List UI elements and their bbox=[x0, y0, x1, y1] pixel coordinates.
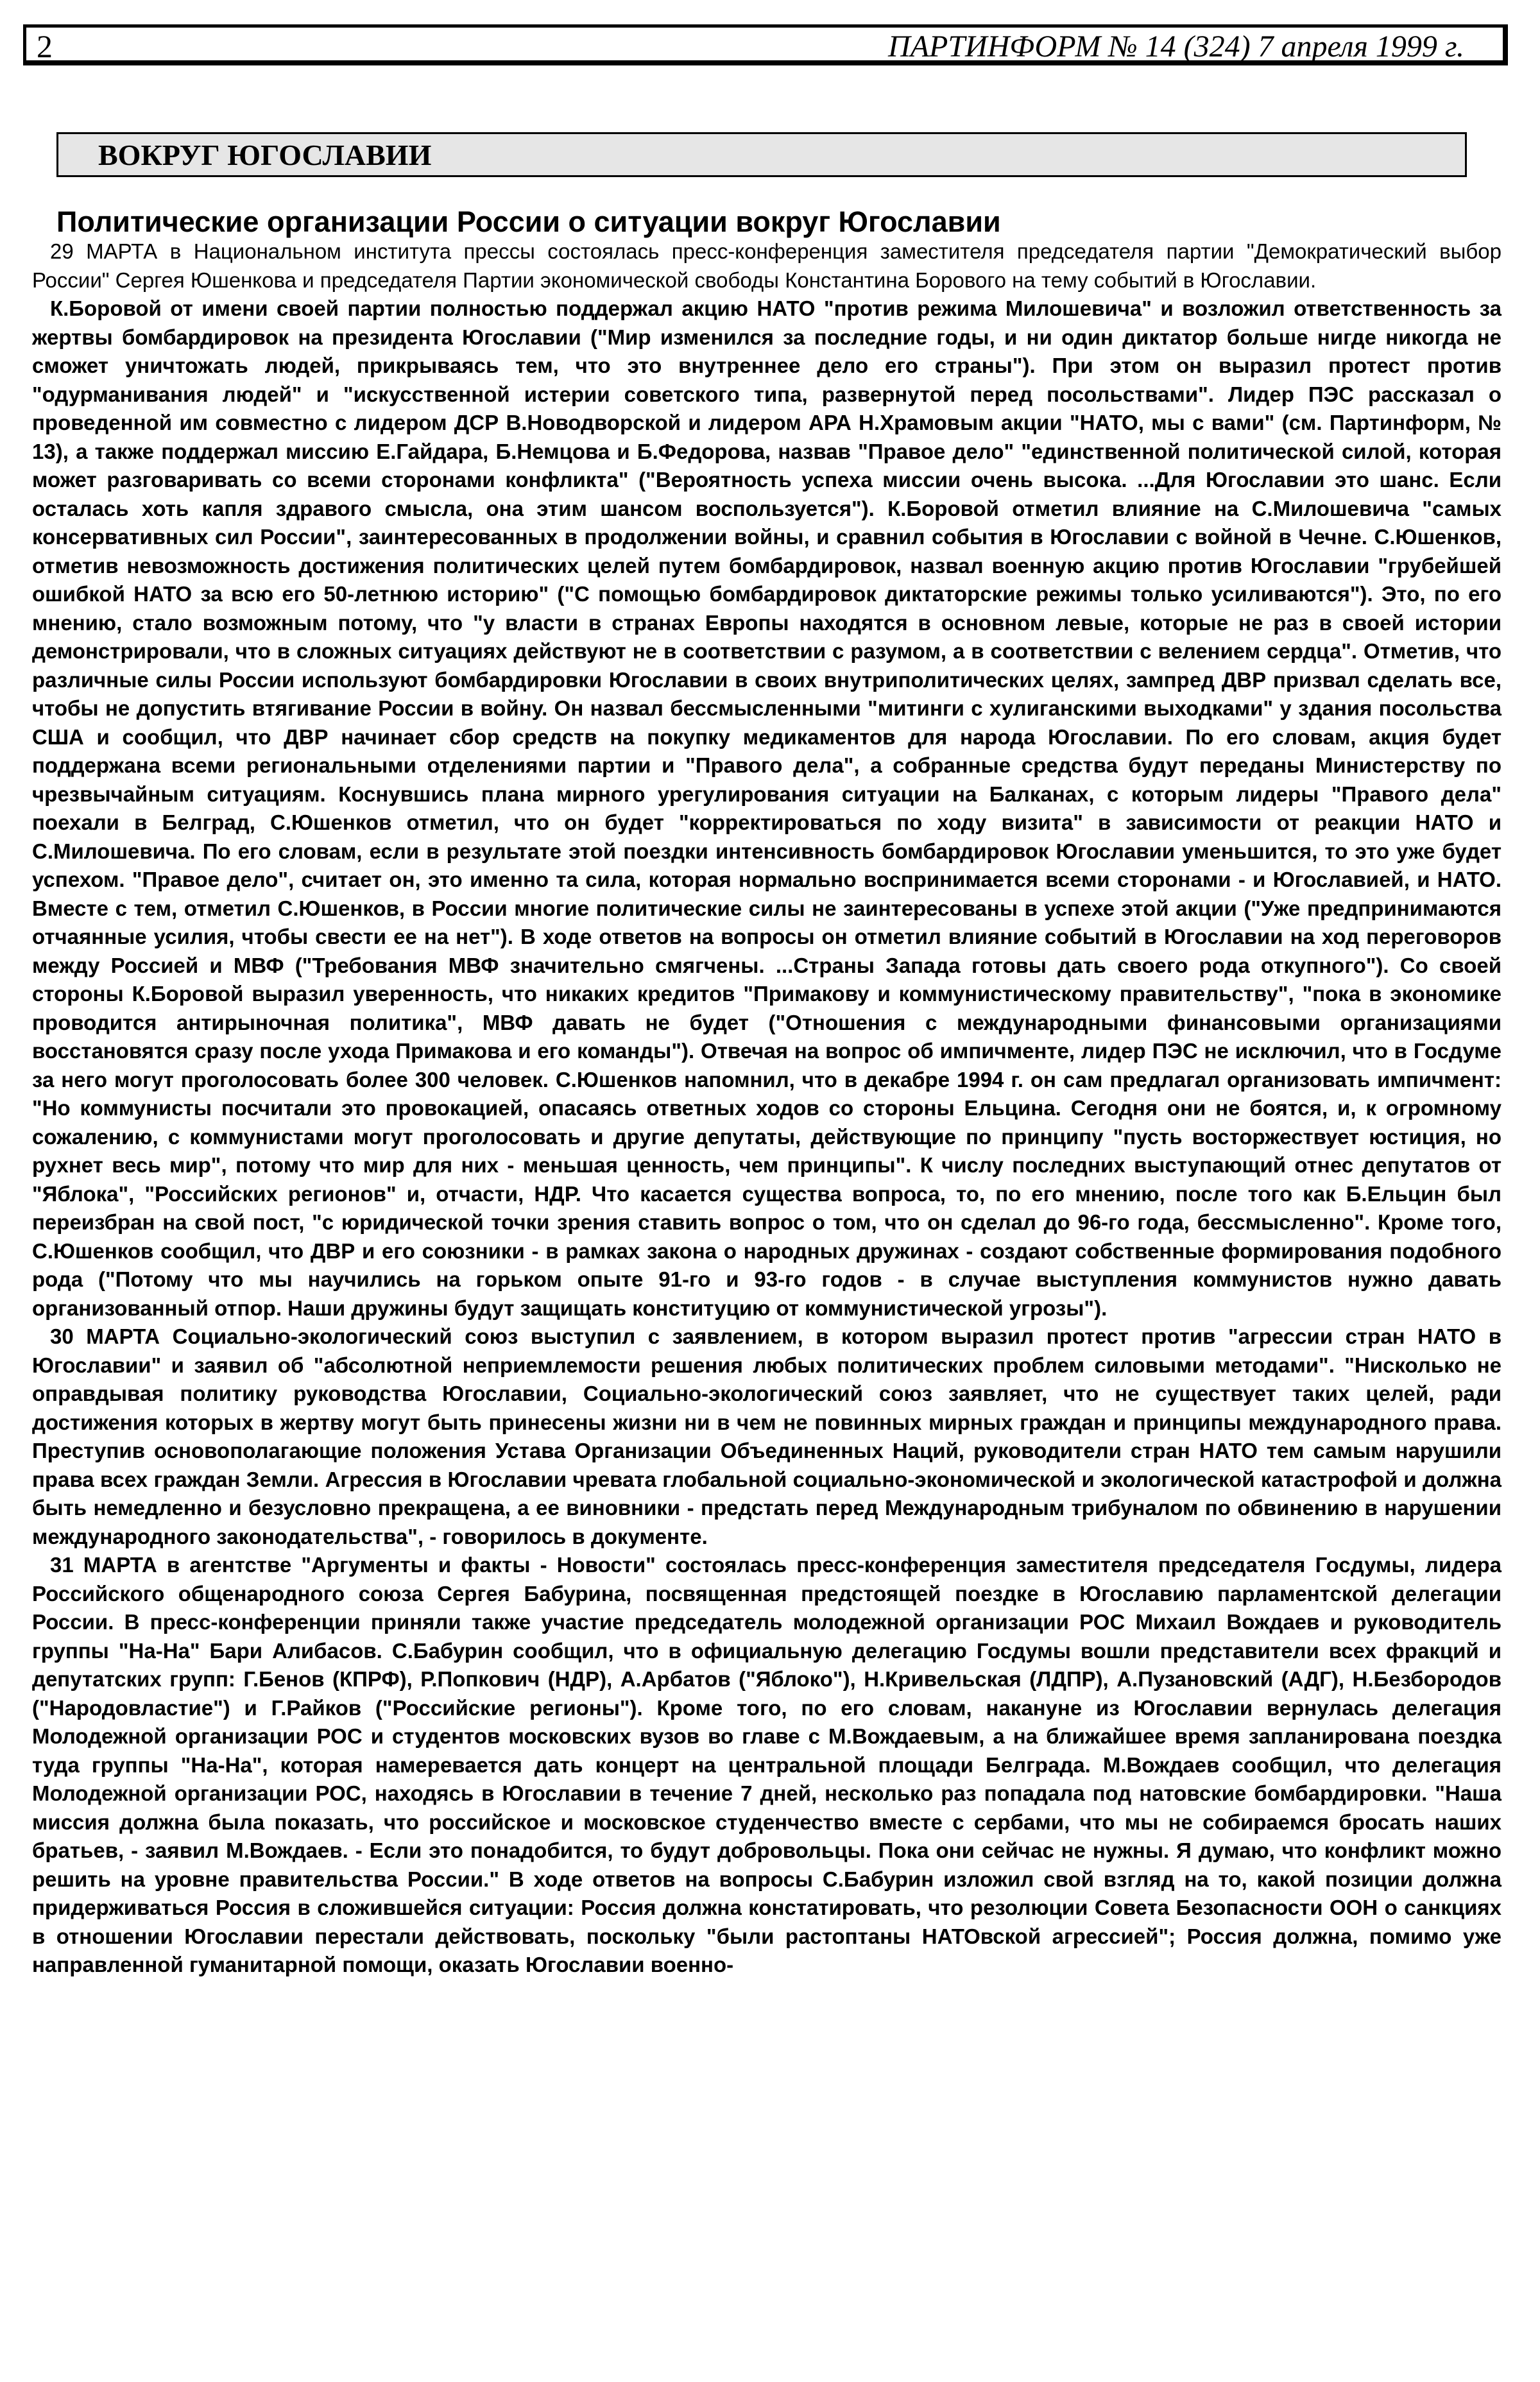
paragraph-march-30: 30 МАРТА Социально-экологический союз выступил с заявлением, в котором выразил протест против "агрессии стран НАТО в Югославии" и заявил об "абсолютной неприемлемости решения любых политических проблем силовыми методами". "Нисколько не оправдывая политику руководства Югославии, Социально-экологический союз заявляет, что не существует таких целей, ради достижения которых в жертву могут быть принесены жизни ни в чем не повинных мирных граждан и принципы международного права. Преступив основополагающие положения Устава Организации Объединенных Наций, руководители стран НАТО тем самым нарушили права всех граждан Земли. Агрессия в Югославии чревата глобальной социально-экономической и экологической катастрофой и должна быть немедленно и безусловно прекращена, а ее виновники - предстать перед Международным трибуналом по обвинению в нарушении международного законодательства", - говорилось в документе. bbox=[32, 1324, 1502, 1548]
section-banner bbox=[56, 132, 1467, 177]
section-title: ВОКРУГ ЮГОСЛАВИИ bbox=[98, 139, 432, 171]
article-body bbox=[32, 237, 1502, 1980]
issue-info: ПАРТИНФОРМ № 14 (324) 7 апреля 1999 г. bbox=[888, 30, 1464, 64]
page-number: 2 bbox=[37, 28, 53, 64]
paragraph-intro: 29 МАРТА в Национальном института прессы состоялась пресс-конференция заместителя председателя партии "Демократический выбор России" Сергея Юшенкова и председателя Партии экономической свободы Константина Борового на тему событий в Югославии. bbox=[32, 239, 1502, 292]
page-header bbox=[23, 24, 1508, 65]
paragraph-borovoy: К.Боровой от имени своей партии полностью поддержал акцию НАТО "против режима Милошевича" и возложил ответственность за жертвы бомбардировок на президента Югославии ("Мир изменился за последние годы, и ни один диктатор больше нигде никогда не сможет уничтожать людей, прикрываясь тем, что это внутреннее дело его страны"). При этом он выразил протест против "одурманивания людей" и "искусственной истерии советского типа, развернутой перед посольствами". Лидер ПЭС рассказал о проведенной им совместно с лидером ДСР В.Новодворской и лидером АРА Н.Храмовым акции "НАТО, мы с вами" (см. Партинформ, № 13), а также поддержал миссию Е.Гайдара, Б.Немцова и Б.Федорова, назвав "Правое дело" "единственной политической силой, которая может разговаривать со всеми сторонами конфликта" ("Вероятность успеха миссии очень высока. ...Для Югославии это шанс. Если осталась хоть капля здравого смысла, она этим шансом воспользуется"). К.Боровой отметил влияние на С.Милошевича "самых консервативных сил России", заинтересованных в продолжении войны, и сравнил события в Югославии с войной в Чечне. С.Юшенков, отметив невозможность достижения политических целей путем бомбардировок, назвал военную акцию против Югославии "грубейшей ошибкой НАТО за всю его 50-летнюю историю" ("С помощью бомбардировок диктаторские режимы только усиливаются"). Это, по его мнению, стало возможным потому, что "у власти в странах Европы находятся в основном левые, которые не раз в своей истории демонстрировали, что в сложных ситуациях действуют не в соответствии с разумом, а в соответствии с велением сердца". Отметив, что различные силы России используют бомбардировки Югославии в своих внутриполитических целях, зампред ДВР призвал сделать все, чтобы не допустить втягивание России в войну. Он назвал бессмысленными "митинги с хулиганскими выходками" у здания посольства США и сообщил, что ДВР начинает сбор средств на покупку медикаментов для народа Югославии. По его словам, акция будет поддержана всеми региональными отделениями партии и "Правого дела", а собранные средства будут переданы Министерству по чрезвычайным ситуациям. Коснувшись плана мирного урегулирования ситуации на Балканах, с которым лидеры "Правого дела" поехали в Белград, С.Юшенков отметил, что он будет "корректироваться по ходу визита" в зависимости от реакции НАТО и С.Милошевича. По его словам, если в результате этой поездки интенсивность бомбардировок Югославии уменьшится, то это уже будет успехом. "Правое дело", считает он, это именно та сила, которая нормально воспринимается всеми сторонами - и Югославией, и НАТО. Вместе с тем, отметил С.Юшенков, в России многие политические силы не заинтересованы в успехе этой акции ("Уже предпринимаются отчаянные усилия, чтобы свести ее на нет"). В ходе ответов на вопросы он отметил влияние событий в Югославии на ход переговоров между Россией и МВФ ("Требования МВФ значительно смягчены. ...Страны Запада готовы дать своего рода откупного"). Со своей стороны К.Боровой выразил уверенность, что никаких кредитов "Примакову и коммунистическому правительству", "пока в экономике проводится антирыночная политика", МВФ давать не будет ("Отношения с международными финансовыми организациями восстановятся сразу после ухода Примакова и его команды"). Отвечая на вопрос об импичменте, лидер ПЭС не исключил, что в Госдуме за него могут проголосовать более 300 человек. С.Юшенков напомнил, что в декабре 1994 г. он сам предлагал организовать импичмент: "Но коммунисты посчитали это провокацией, опасаясь ответных ходов со стороны Ельцина. Сегодня они не боятся, и, к огромному сожалению, с коммунистами могут проголосовать и другие депутаты, действующие по принципу "пусть восторжествует юстиция, но рухнет весь мир", потому что мир для них - меньшая ценность, чем принципы". К числу последних выступающий отнес депутатов от "Яблока", "Российских регионов" и, отчасти, НДР. Что касается существа вопроса, то, по его мнению, после того как Б.Ельцин был переизбран на свой пост, "с юридической точки зрения ставить вопрос о том, что он сделал до 96-го года, бессмысленно". Кроме того, С.Юшенков сообщил, что ДВР и его союзники - в рамках закона о народных дружинах - создают собственные формирования подобного рода ("Потому что мы научились на горьком опыте 91-го и 93-го годов - в случае выступления коммунистов нужно давать организованный отпор. Наши дружины будут защищать конституцию от коммунистической угрозы"). bbox=[32, 296, 1502, 1320]
article-title: Политические организации России о ситуации вокруг Югославии bbox=[56, 205, 1001, 238]
paragraph-march-31: 31 МАРТА в агентстве "Аргументы и факты - Новости" состоялась пресс-конференция заместителя председателя Госдумы, лидера Российского общенародного союза Сергея Бабурина, посвященная предстоящей поездке в Югославию парламентской делегации России. В пресс-конференции приняли также участие председатель молодежной организации РОС Михаил Вождаев и руководитель группы "На-На" Бари Алибасов. С.Бабурин сообщил, что в официальную делегацию Госдумы вошли представители всех фракций и депутатских групп: Г.Бенов (КПРФ), Р.Попкович (НДР), А.Арбатов ("Яблоко"), Н.Кривельская (ЛДПР), А.Пузановский (АДГ), Н.Безбородов ("Народовластие") и Г.Райков ("Российские регионы"). Кроме того, по его словам, накануне из Югославии вернулась делегация Молодежной организации РОС и студентов московских вузов во главе с М.Вождаевым, а на ближайшее время запланирована поездка туда группы "На-На", которая намеревается дать концерт на центральной площади Белграда. М.Вождаев сообщил, что делегация Молодежной организации РОС, находясь в Югославии в течение 7 дней, несколько раз попадала под натовские бомбардировки. "Наша миссия должна была показать, что российское и московское студенчество вместе с сербами, что мы не собираемся бросать наших братьев, - заявил М.Вождаев. - Если это понадобится, то будут добровольцы. Пока они сейчас не нужны. Я думаю, что конфликт можно решить на уровне правительства России." В ходе ответов на вопросы С.Бабурин изложил свой взгляд на то, какой позиции должна придерживаться Россия в сложившейся ситуации: Россия должна констатировать, что резолюции Совета Безопасности ООН о санкциях в отношении Югославии перестали действовать, поскольку "были растоптаны НАТОвской агрессией"; Россия должна, помимо уже направленной гуманитарной помощи, оказать Югославии военно- bbox=[32, 1553, 1502, 1976]
